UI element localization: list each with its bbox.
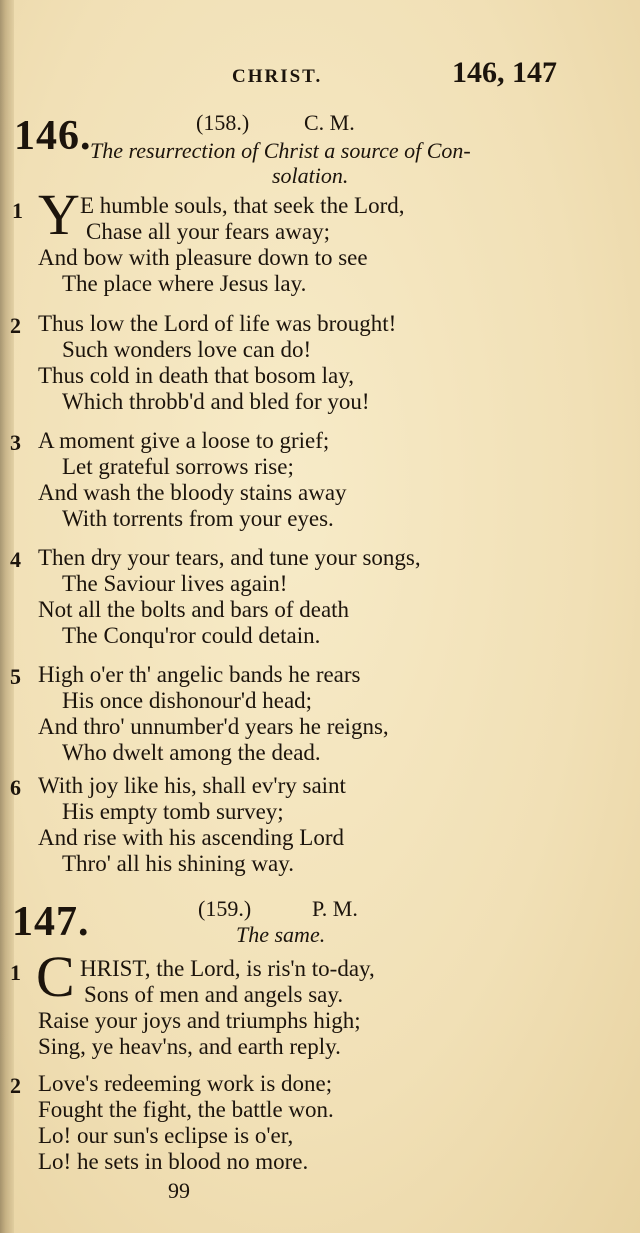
hymn-line: Thus cold in death that bosom lay,: [38, 363, 354, 388]
hymn-alt-number: (158.): [196, 110, 250, 135]
verse-number: 1: [12, 198, 23, 223]
hymn-line: Lo! he sets in blood no more.: [38, 1149, 309, 1174]
hymn-line: The Saviour lives again!: [62, 571, 288, 596]
verse-number: 1: [10, 960, 21, 985]
hymn-line: And rise with his ascending Lord: [38, 825, 344, 850]
hymn-line: And bow with pleasure down to see: [38, 245, 368, 270]
hymn-line: A moment give a loose to grief;: [38, 428, 330, 453]
hymn-line: His once dishonour'd head;: [62, 688, 313, 713]
hymn-line: Love's redeeming work is done;: [38, 1071, 333, 1096]
hymn-number: 146.: [14, 113, 92, 159]
hymn-line: Such wonders love can do!: [62, 337, 312, 362]
hymn-line: High o'er th' angelic bands he rears: [38, 662, 361, 687]
hymn-line: Thus low the Lord of life was brought!: [38, 311, 397, 336]
hymn-line: With torrents from your eyes.: [62, 506, 334, 531]
hymn-line: Not all the bolts and bars of death: [38, 597, 350, 622]
hymn-line: Let grateful sorrows rise;: [62, 454, 294, 479]
verse-number: 5: [10, 664, 21, 689]
hymn-line: The Conqu'ror could detain.: [62, 623, 321, 648]
hymn-title: The resurrection of Christ a source of Con-: [90, 138, 471, 163]
hymn-title: The same.: [236, 922, 326, 947]
hymn-title-continued: solation.: [272, 163, 349, 188]
hymn-line: E humble souls, that seek the Lord,: [80, 193, 405, 218]
hymn-line: And wash the bloody stains away: [38, 480, 347, 505]
hymn-line: Then dry your tears, and tune your songs,: [38, 545, 421, 570]
hymn-line: Sons of men and angels say.: [84, 982, 344, 1007]
hymn-line: Raise your joys and triumphs high;: [38, 1008, 361, 1033]
verse-number: 2: [10, 313, 21, 338]
verse-number: 3: [10, 430, 21, 455]
hymn-line: With joy like his, shall ev'ry saint: [38, 773, 346, 798]
page-range: 146, 147: [452, 56, 557, 89]
hymn-line: Thro' all his shining way.: [62, 851, 294, 876]
verse-number: 4: [10, 547, 21, 572]
page-gutter: [0, 0, 14, 1233]
hymn-line: His empty tomb survey;: [62, 799, 284, 824]
hymn-line: Who dwelt among the dead.: [62, 740, 321, 765]
drop-cap: C: [36, 944, 75, 1009]
verse-number: 2: [10, 1073, 21, 1098]
hymn-meter: C. M.: [304, 110, 355, 135]
page-number: 99: [168, 1178, 190, 1203]
hymn-meter: P. M.: [312, 896, 358, 921]
hymn-line: HRIST, the Lord, is ris'n to-day,: [80, 956, 375, 981]
hymn-line: Lo! our sun's eclipse is o'er,: [38, 1123, 294, 1148]
hymn-line: Which throbb'd and bled for you!: [62, 389, 370, 414]
hymn-line: And thro' unnumber'd years he reigns,: [38, 714, 389, 739]
drop-cap: Y: [38, 182, 80, 247]
hymn-alt-number: (159.): [198, 896, 252, 921]
hymn-line: The place where Jesus lay.: [62, 271, 307, 296]
hymn-line: Fought the fight, the battle won.: [38, 1097, 334, 1122]
hymn-number: 147.: [12, 899, 90, 945]
hymn-line: Sing, ye heav'ns, and earth reply.: [38, 1034, 341, 1059]
running-head: CHRIST.: [232, 66, 323, 87]
hymn-line: Chase all your fears away;: [86, 219, 330, 244]
verse-number: 6: [10, 775, 21, 800]
